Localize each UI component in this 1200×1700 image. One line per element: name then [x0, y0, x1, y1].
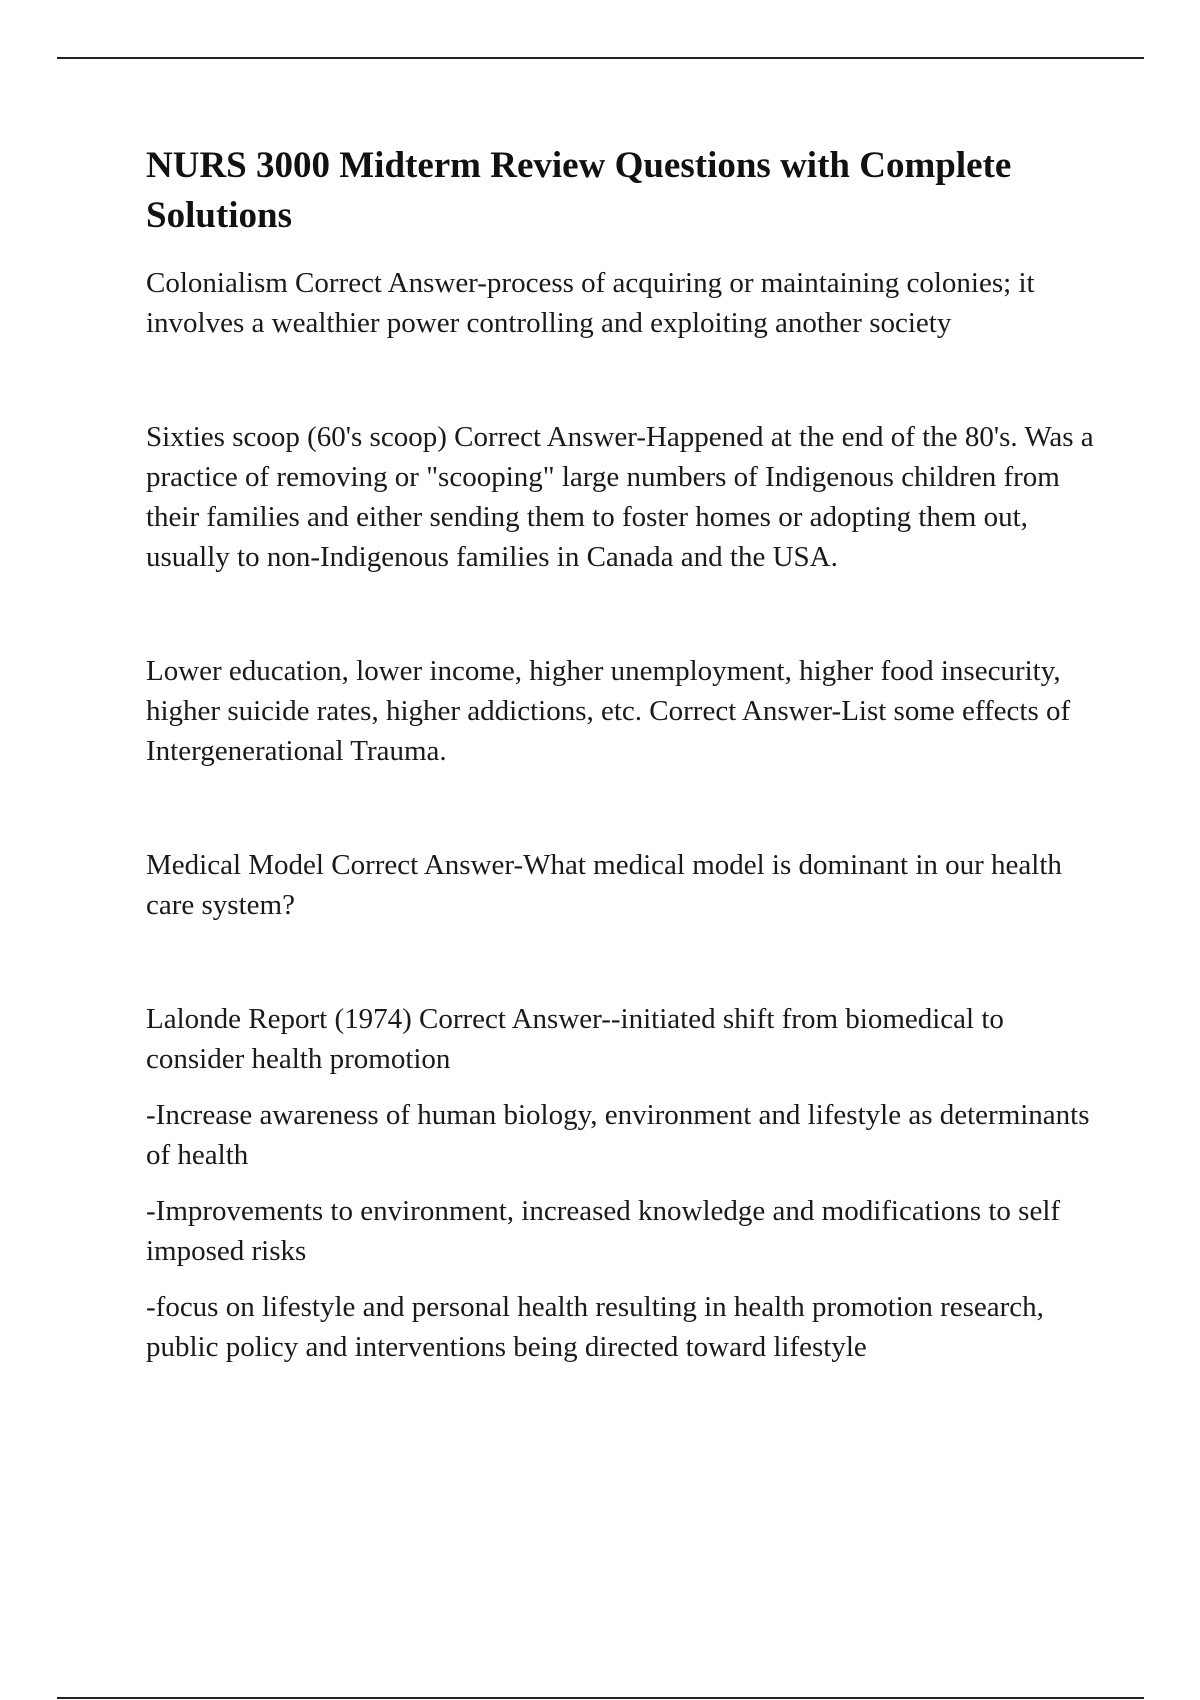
footer-rule	[57, 1697, 1144, 1699]
entry-colonialism: Colonialism Correct Answer-process of acquiring or maintaining colonies; it involves a wealthier power controlling and exploiting another society	[146, 267, 1035, 339]
header-rule	[57, 57, 1144, 59]
entry-lalonde-point-3: -focus on lifestyle and personal health resulting in health promotion research, public policy and interventions being directed toward lifestyle	[146, 1291, 1044, 1363]
entry-lalonde-point-2: -Improvements to environment, increased knowledge and modifications to self imposed risks	[146, 1195, 1061, 1267]
document-title: NURS 3000 Midterm Review Questions with Complete Solutions	[146, 145, 1012, 236]
entry-intergenerational-trauma: Lower education, lower income, higher unemployment, higher food insecurity, higher suicide rates, higher addictions, etc. Correct Answer-List some effects of Intergenerational Trauma.	[146, 655, 1071, 767]
entry-sixties-scoop: Sixties scoop (60's scoop) Correct Answer-Happened at the end of the 80's. Was a practice of removing or "scooping" large numbers of Indigenous children from their families and either sending them to foster homes or adopting them out, usually to non-Indigenous families in Canada and the USA.	[146, 421, 1094, 573]
entry-lalonde-report: Lalonde Report (1974) Correct Answer--initiated shift from biomedical to consider health promotion	[146, 1003, 1004, 1075]
entry-medical-model: Medical Model Correct Answer-What medical model is dominant in our health care system?	[146, 849, 1062, 921]
entry-lalonde-point-1: -Increase awareness of human biology, environment and lifestyle as determinants of health	[146, 1099, 1090, 1171]
document-body	[146, 141, 1096, 1367]
